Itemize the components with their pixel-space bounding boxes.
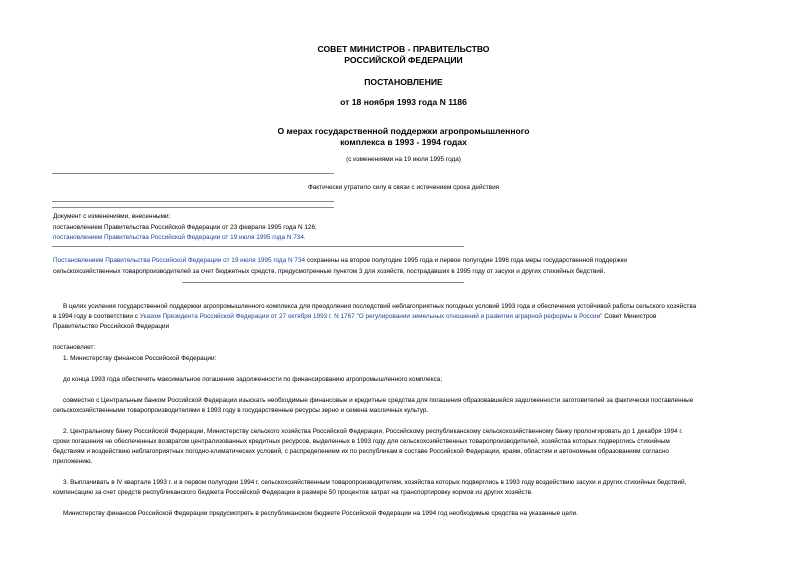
amendments-note: (с изменениями на 19 июля 1995 года) xyxy=(346,156,461,163)
paragraph-1b-line-2: сельскохозяйственными товаропроизводителями в 1993 году в государственные ресурсы зерно и семена масличных культур. xyxy=(53,407,429,414)
paragraph-4: Министерству финансов Российской Федерации предусмотреть в республиканском бюджете Российской Федерации на 1994 год необходимые средства на указанные цели. xyxy=(63,510,578,517)
divider xyxy=(52,173,334,174)
divider xyxy=(182,282,464,283)
paragraph-3-line-2: компенсацию за счет средств республиканского бюджета Российской Федерации в размере 50 процентов затрат на транспортировку кормов из других хозяйств. xyxy=(53,489,533,496)
decree-word: постановляет: xyxy=(53,344,96,351)
preamble-text-b: Совет Министров xyxy=(602,313,657,320)
paragraph-2-line-4: приложению. xyxy=(53,458,93,465)
paragraph-1b-line-1: совместно с Центральным банком Российской Федерации изыскать необходимые финансовые и кредитные средства для погашения образовавшейся задолженности заготовителей за фактически поставленные xyxy=(63,397,694,404)
preamble-line-1: В целях усиления государственной поддержки агропромышленного комплекса для преодоления последствий неблагоприятных погодных условий 1993 года и обеспечения устойчивой работы сельского хозяйства xyxy=(63,303,697,310)
preamble-text-a: в 1994 году в соответствии с xyxy=(53,313,140,320)
divider xyxy=(52,201,334,202)
note-line-1 xyxy=(53,256,765,265)
note-link[interactable]: Постановлением Правительства Российской Федерации от 19 июля 1995 года N 734 xyxy=(53,257,306,264)
issuer-line-1: СОВЕТ МИНИСТРОВ - ПРАВИТЕЛЬСТВО xyxy=(317,44,490,54)
paragraph-2-line-3: бедствиям и воздействию неблагоприятных погодно-климатических условий, с распределением их по республикам в составе Российской Федерации, краям, областям и автономным образованиям согласно xyxy=(53,448,669,455)
changes-item-2-link[interactable]: постановлением Правительства Российской Федерации от 19 июля 1995 года N 734. xyxy=(53,234,306,241)
paragraph-1: 1. Министерству финансов Российской Федерации: xyxy=(63,355,217,362)
presidential-decree-link[interactable]: Указом Президента Российской Федерации от 27 октября 1993 г. N 1767 "О регулировании земельных отношений и развитии аграрной реформы в России" xyxy=(139,313,603,320)
changes-intro: Документ с изменениями, внесенными: xyxy=(53,213,171,220)
divider xyxy=(52,207,334,208)
paragraph-3-line-1: 3. Выплачивать в IV квартале 1993 г. и в первом полугодии 1994 г. сельскохозяйственным товаропроизводителям, хозяйства которых подверглись в 1993 году воздействию засухи и других стихийных бедствий, xyxy=(63,479,687,486)
doc-title-line-2: комплекса в 1993 - 1994 годах xyxy=(340,137,467,147)
divider xyxy=(52,246,464,247)
note-text-a: сохранены на второе полугодие 1995 года и первое полугодие 1996 года меры государственной поддержки xyxy=(305,257,627,264)
doc-date-number: от 18 ноября 1993 года N 1186 xyxy=(340,97,467,107)
status-line: Фактически утратило силу в связи с истечением срока действия xyxy=(307,184,500,191)
paragraph-1a: до конца 1993 года обеспечить максимальное погашение задолженности по финансированию агропромышленного комплекса; xyxy=(63,376,443,383)
issuer-line-2: РОССИЙСКОЙ ФЕДЕРАЦИИ xyxy=(344,55,463,65)
note-line-2: сельскохозяйственных товаропроизводителей за счет бюджетных средств, предусмотренные пунктом 3 для хозяйств, пострадавших в 1995 году от засухи и других стихийных бедствий. xyxy=(53,268,606,275)
preamble-line-2 xyxy=(53,312,765,321)
preamble-line-3: Правительство Российской Федерации xyxy=(53,323,170,330)
changes-item-1: постановлением Правительства Российской Федерации от 23 февраля 1995 года N 126; xyxy=(53,224,317,231)
paragraph-2-line-1: 2. Центральному банку Российской Федерации, Министерству сельского хозяйства Российской Федерации, Российскому республиканскому сельскохозяйственному банку пролонгировать до 1 декабря 1994 г. xyxy=(63,428,683,435)
doc-type: ПОСТАНОВЛЕНИЕ xyxy=(364,77,443,87)
paragraph-2-line-2: сроки погашения не обеспеченных возвратом централизованных кредитных ресурсов, выделенных в 1993 году для сельскохозяйственных товаропроизводителей, хозяйства которых подверглись стихийным xyxy=(53,438,670,445)
doc-title-line-1: О мерах государственной поддержки агропромышленного xyxy=(277,126,530,136)
